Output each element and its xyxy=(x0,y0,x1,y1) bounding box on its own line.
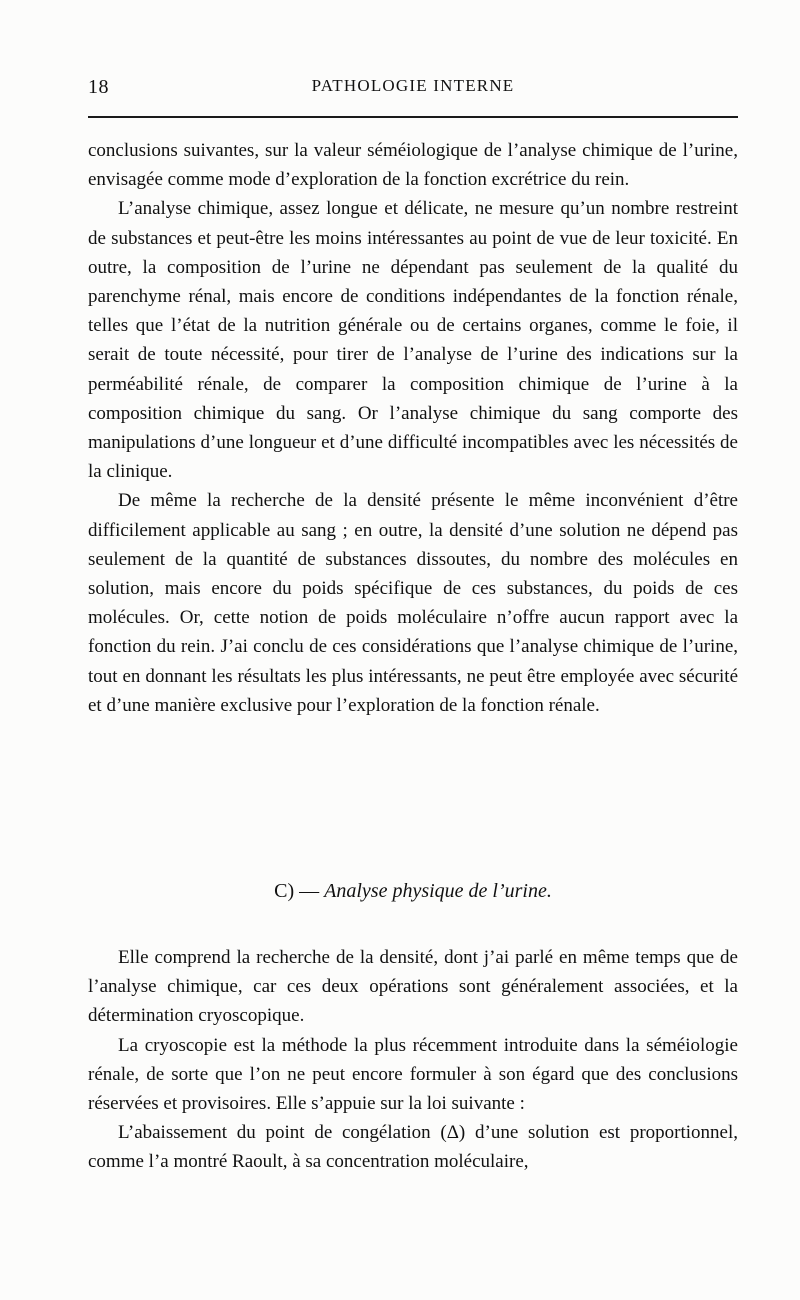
text-block-top xyxy=(88,136,738,720)
paragraph: conclusions suivantes, sur la valeur séméiologique de l’analyse chimique de l’urine, envisagée comme mode d’exploration de la fonction excrétrice du rein. xyxy=(88,140,738,191)
paragraph: De même la recherche de la densité présente le même inconvénient d’être difficilement applicable au sang ; en outre, la densité d’une solution ne dépend pas seulement de la quantité de substances dissoutes, du nombre des molécules en solution, mais encore du poids spécifique de ces substances, du poids de ces molécules. Or, cette notion de poids moléculaire n’offre aucun rapport avec la fonction du rein. J’ai conclu de ces considérations que l’analyse chimique de l’urine, tout en donnant les résultats les plus intéressants, ne peut être employée avec sécurité et d’une manière exclusive pour l’exploration de la fonction rénale. xyxy=(88,490,738,716)
paragraph: La cryoscopie est la méthode la plus récemment introduite dans la séméiologie rénale, de sorte que l’on ne peut encore formuler à son égard que des conclusions réservées et provisoires. Elle s’appuie sur la loi suivante : xyxy=(88,1034,738,1115)
text-block-bottom xyxy=(88,943,738,1177)
running-title: PATHOLOGIE INTERNE xyxy=(311,76,515,95)
section-heading xyxy=(88,880,738,903)
paragraph: Elle comprend la recherche de la densité, dont j’ai parlé en même temps que de l’analyse chimique, car ces deux opérations sont généralement associées, et la détermination cryoscopique. xyxy=(88,947,738,1027)
page-number: 18 xyxy=(88,76,109,98)
paragraph: L’abaissement du point de congélation (Δ) d’une solution est proportionnel, comme l’a montré Raoult, à sa concentration moléculaire, xyxy=(88,1122,738,1173)
section-label: C) — xyxy=(274,880,325,902)
paragraph: L’analyse chimique, assez longue et délicate, ne mesure qu’un nombre restreint de substances et peut-être les moins intéressantes au point de vue de leur toxicité. En outre, la composition de l’urine ne dépendant pas seulement de la qualité du parenchyme rénal, mais encore de conditions indépendantes de la fonction rénale, telles que l’état de la nutrition générale ou de certains organes, comme le foie, il serait de toute nécessité, pour tirer de l’analyse de l’urine des indications sur la perméabilité rénale, de comparer la composition chimique de l’urine à la composition chimique du sang. Or l’analyse chimique du sang comporte des manipulations d’une longueur et d’une difficulté incompatibles avec les nécessités de la clinique. xyxy=(88,198,738,483)
section-title: Analyse physique de l’urine. xyxy=(324,880,552,902)
running-header xyxy=(88,76,738,104)
header-rule xyxy=(88,116,738,118)
